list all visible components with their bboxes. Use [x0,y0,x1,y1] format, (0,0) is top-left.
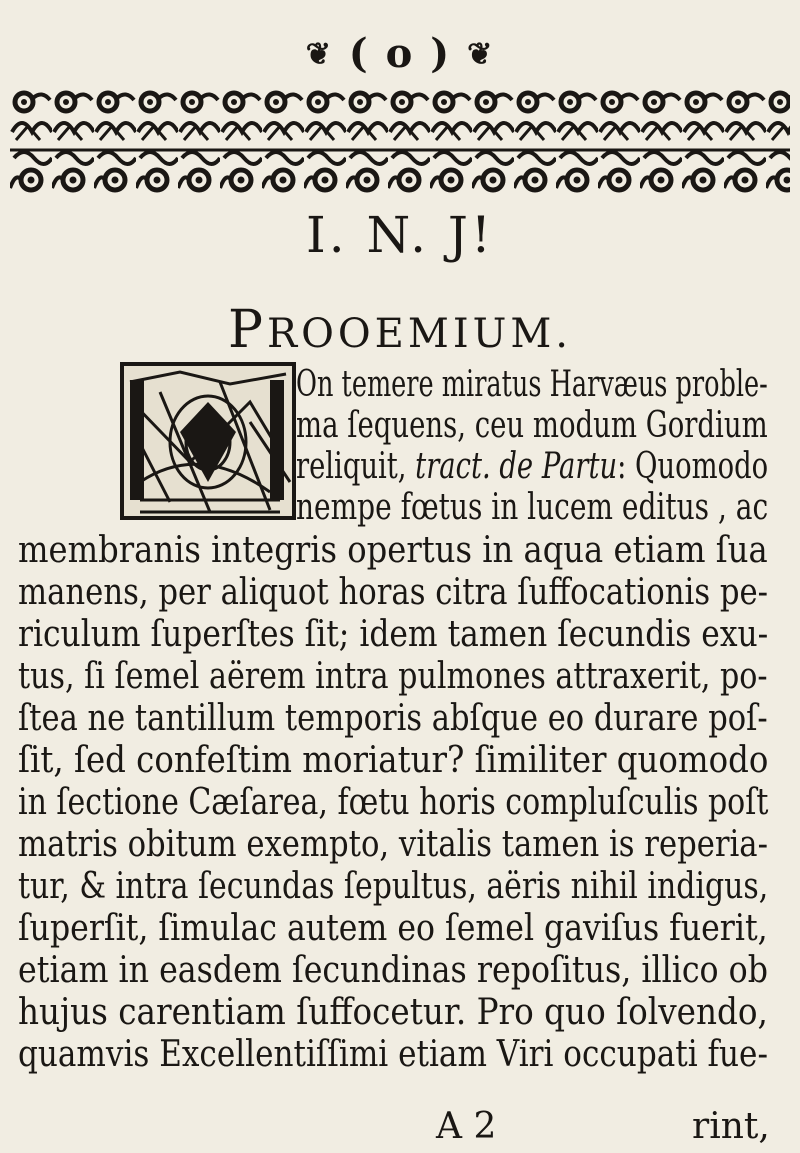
text-run: : Quomodo [617,444,769,487]
text-run: ſuperſit, ſimulac autem eo ſemel gaviſus fuerit, [18,906,768,949]
title-initial: P [227,300,267,360]
text-line [18,696,768,739]
fleuron-left-icon: ❦ [305,37,333,72]
text-line [18,654,768,697]
text-run: quamvis Excellentiſſimi etiam Viri occupati fue- [18,1032,768,1075]
title-rest: ROOEMIUM. [266,311,573,357]
text-line [18,822,768,865]
text-run: On temere miratus Harvæus proble- [296,362,768,405]
text-run: reliquit, [296,444,416,487]
text-run: matris obitum exempto, vitalis tamen is reperia- [18,822,768,865]
ornament-band-icon [0,88,800,196]
text-line [18,570,769,613]
text-line [18,906,768,949]
text-run: tur, & intra ſecundas ſepultus, aëris nihil indigus, [18,864,769,907]
text-line [296,403,768,446]
text-run: tus, ſi ſemel aërem intra pulmones attraxerit, po- [18,654,768,697]
text-line [296,444,769,487]
text-line [18,990,768,1033]
signature-mark: A 2 [436,1106,497,1147]
text-run: nempe fœtus in lucem editus , ac [296,485,769,528]
text-run: ma ſequens, ceu modum Gordium [296,403,768,446]
text-line [18,1032,768,1075]
text-line [18,738,769,781]
text-run: riculum ſuperſtes ſit; idem tamen ſecundis exu- [18,612,769,655]
header-mark-center: ( o ) [348,30,452,77]
text-run: ſtea ne tantillum temporis abſque eo durare poſ- [18,696,768,739]
text-line [296,485,769,528]
invocation-heading: I. N. J! [305,206,494,264]
text-run: manens, per aliquot horas citra ſuffocationis pe- [18,570,769,613]
text-line [18,528,768,571]
page-title [0,300,800,360]
text-line [18,780,769,823]
text-line [18,948,768,991]
catchword: rint, [692,1106,770,1147]
fleuron-right-icon: ❦ [467,37,495,72]
text-line [18,612,769,655]
text-run: in ſectione Cæſarea, fœtu horis compluſculis poſt [18,780,769,823]
woodcut-dropcap-icon [120,362,296,520]
text-run: ſit, ſed confeſtim moriatur? ſimiliter quomodo [18,738,769,781]
text-run: hujus carentiam ſuffocetur. Pro quo ſolvendo, [18,990,768,1033]
text-run: etiam in easdem ſecundinas repoſitus, illico ob [18,948,768,991]
text-line [296,362,768,405]
text-run: membranis integris opertus in aqua etiam ſua [18,528,768,571]
italic-text: tract. de Partu [415,444,618,487]
header-printer-mark [0,30,800,77]
text-line [18,864,769,907]
